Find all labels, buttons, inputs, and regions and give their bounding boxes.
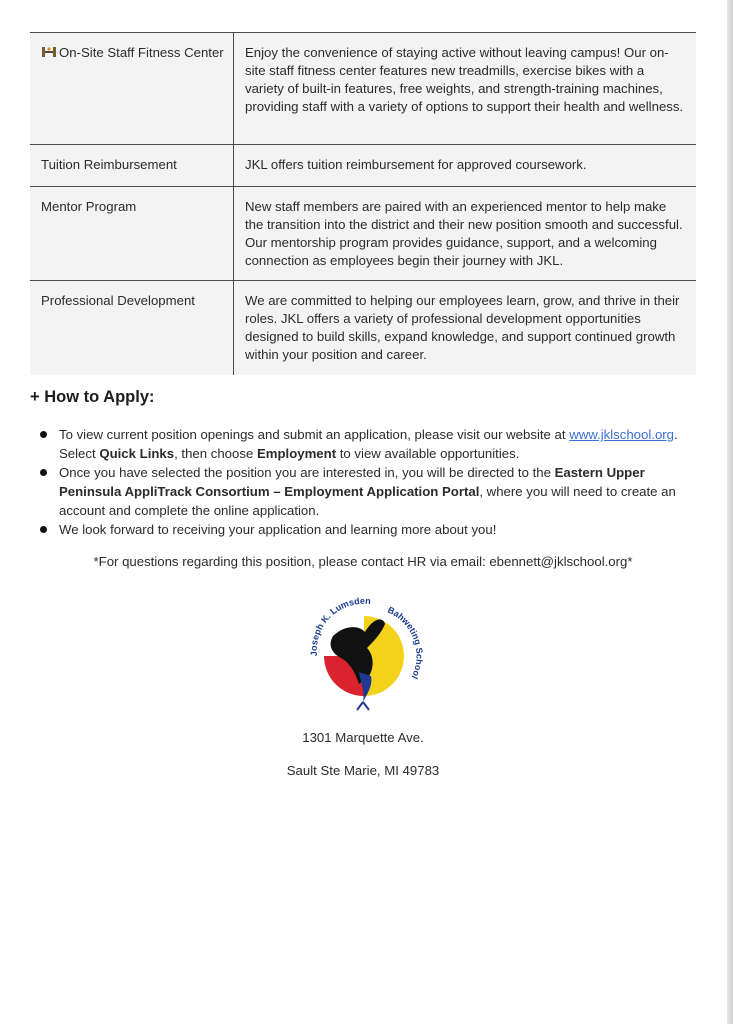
employment-label: Employment	[256, 446, 337, 461]
apply-steps-list	[30, 425, 700, 539]
address-line-2: Sault Ste Marie, MI 49783	[286, 763, 440, 778]
text: to view available opportunities.	[336, 446, 520, 461]
benefit-title: Tuition Reimbursement	[30, 145, 234, 186]
benefit-description: We are committed to helping our employees learn, grow, and thrive in their roles. JKL offers a variety of professional development opportunities designed to build skills, expand knowledge, and support continued growth within your position and career.	[245, 293, 680, 362]
contact-note: *For questions regarding this position, please contact HR via email: ebennett@jklschool.org*	[93, 554, 633, 569]
table-row	[30, 145, 696, 187]
benefit-title-cell	[30, 33, 234, 144]
how-to-apply-heading: + How to Apply:	[30, 388, 155, 406]
address-line-1: 1301 Marquette Ave.	[302, 730, 424, 745]
text: Once you have selected the position you are interested in, you will be directed to the	[59, 465, 555, 480]
benefit-title: Mentor Program	[30, 187, 234, 280]
text: To view current position openings and submit an application, please visit our website at	[59, 427, 570, 442]
text: . Select	[59, 427, 678, 461]
benefit-description: Enjoy the convenience of staying active without leaving campus! Our on-site staff fitness center features new treadmills, exercise bikes with a variety of built-in features, free weights, and strength-training machines, providing staff with a variety of options to support their health and wellness.	[245, 45, 684, 114]
benefit-title: Professional Development	[30, 281, 234, 375]
logo-text-side: Bahweting School	[386, 604, 425, 681]
table-row	[30, 281, 696, 375]
quick-links-label: Quick Links	[99, 446, 175, 461]
table-row	[30, 187, 696, 281]
text: , then choose	[174, 446, 257, 461]
list-item	[30, 463, 700, 520]
benefit-title: On-Site Staff Fitness Center	[59, 45, 224, 60]
portal-name: Eastern Upper Peninsula AppliTrack Consortium – Employment Application Portal	[59, 465, 645, 499]
page-edge	[727, 0, 733, 1024]
benefit-description: New staff members are paired with an experienced mentor to help make the transition into the district and their new position smooth and successful. Our mentorship program provides guidance, support, and a welcoming connection as employees begin their journey with JKL.	[245, 199, 683, 268]
table-row	[30, 33, 696, 145]
dumbbell-icon	[41, 46, 57, 58]
school-logo	[303, 588, 425, 718]
list-item: We look forward to receiving your application and learning more about you!	[30, 520, 700, 539]
benefit-description: JKL offers tuition reimbursement for approved coursework.	[245, 157, 587, 172]
benefits-table	[30, 32, 696, 375]
logo-text-top: Joseph K. Lumsden	[308, 595, 372, 657]
text: , where you will need to create an account and complete the online application.	[59, 484, 676, 518]
website-link[interactable]: www.jklschool.org	[569, 427, 675, 442]
list-item	[30, 425, 700, 463]
